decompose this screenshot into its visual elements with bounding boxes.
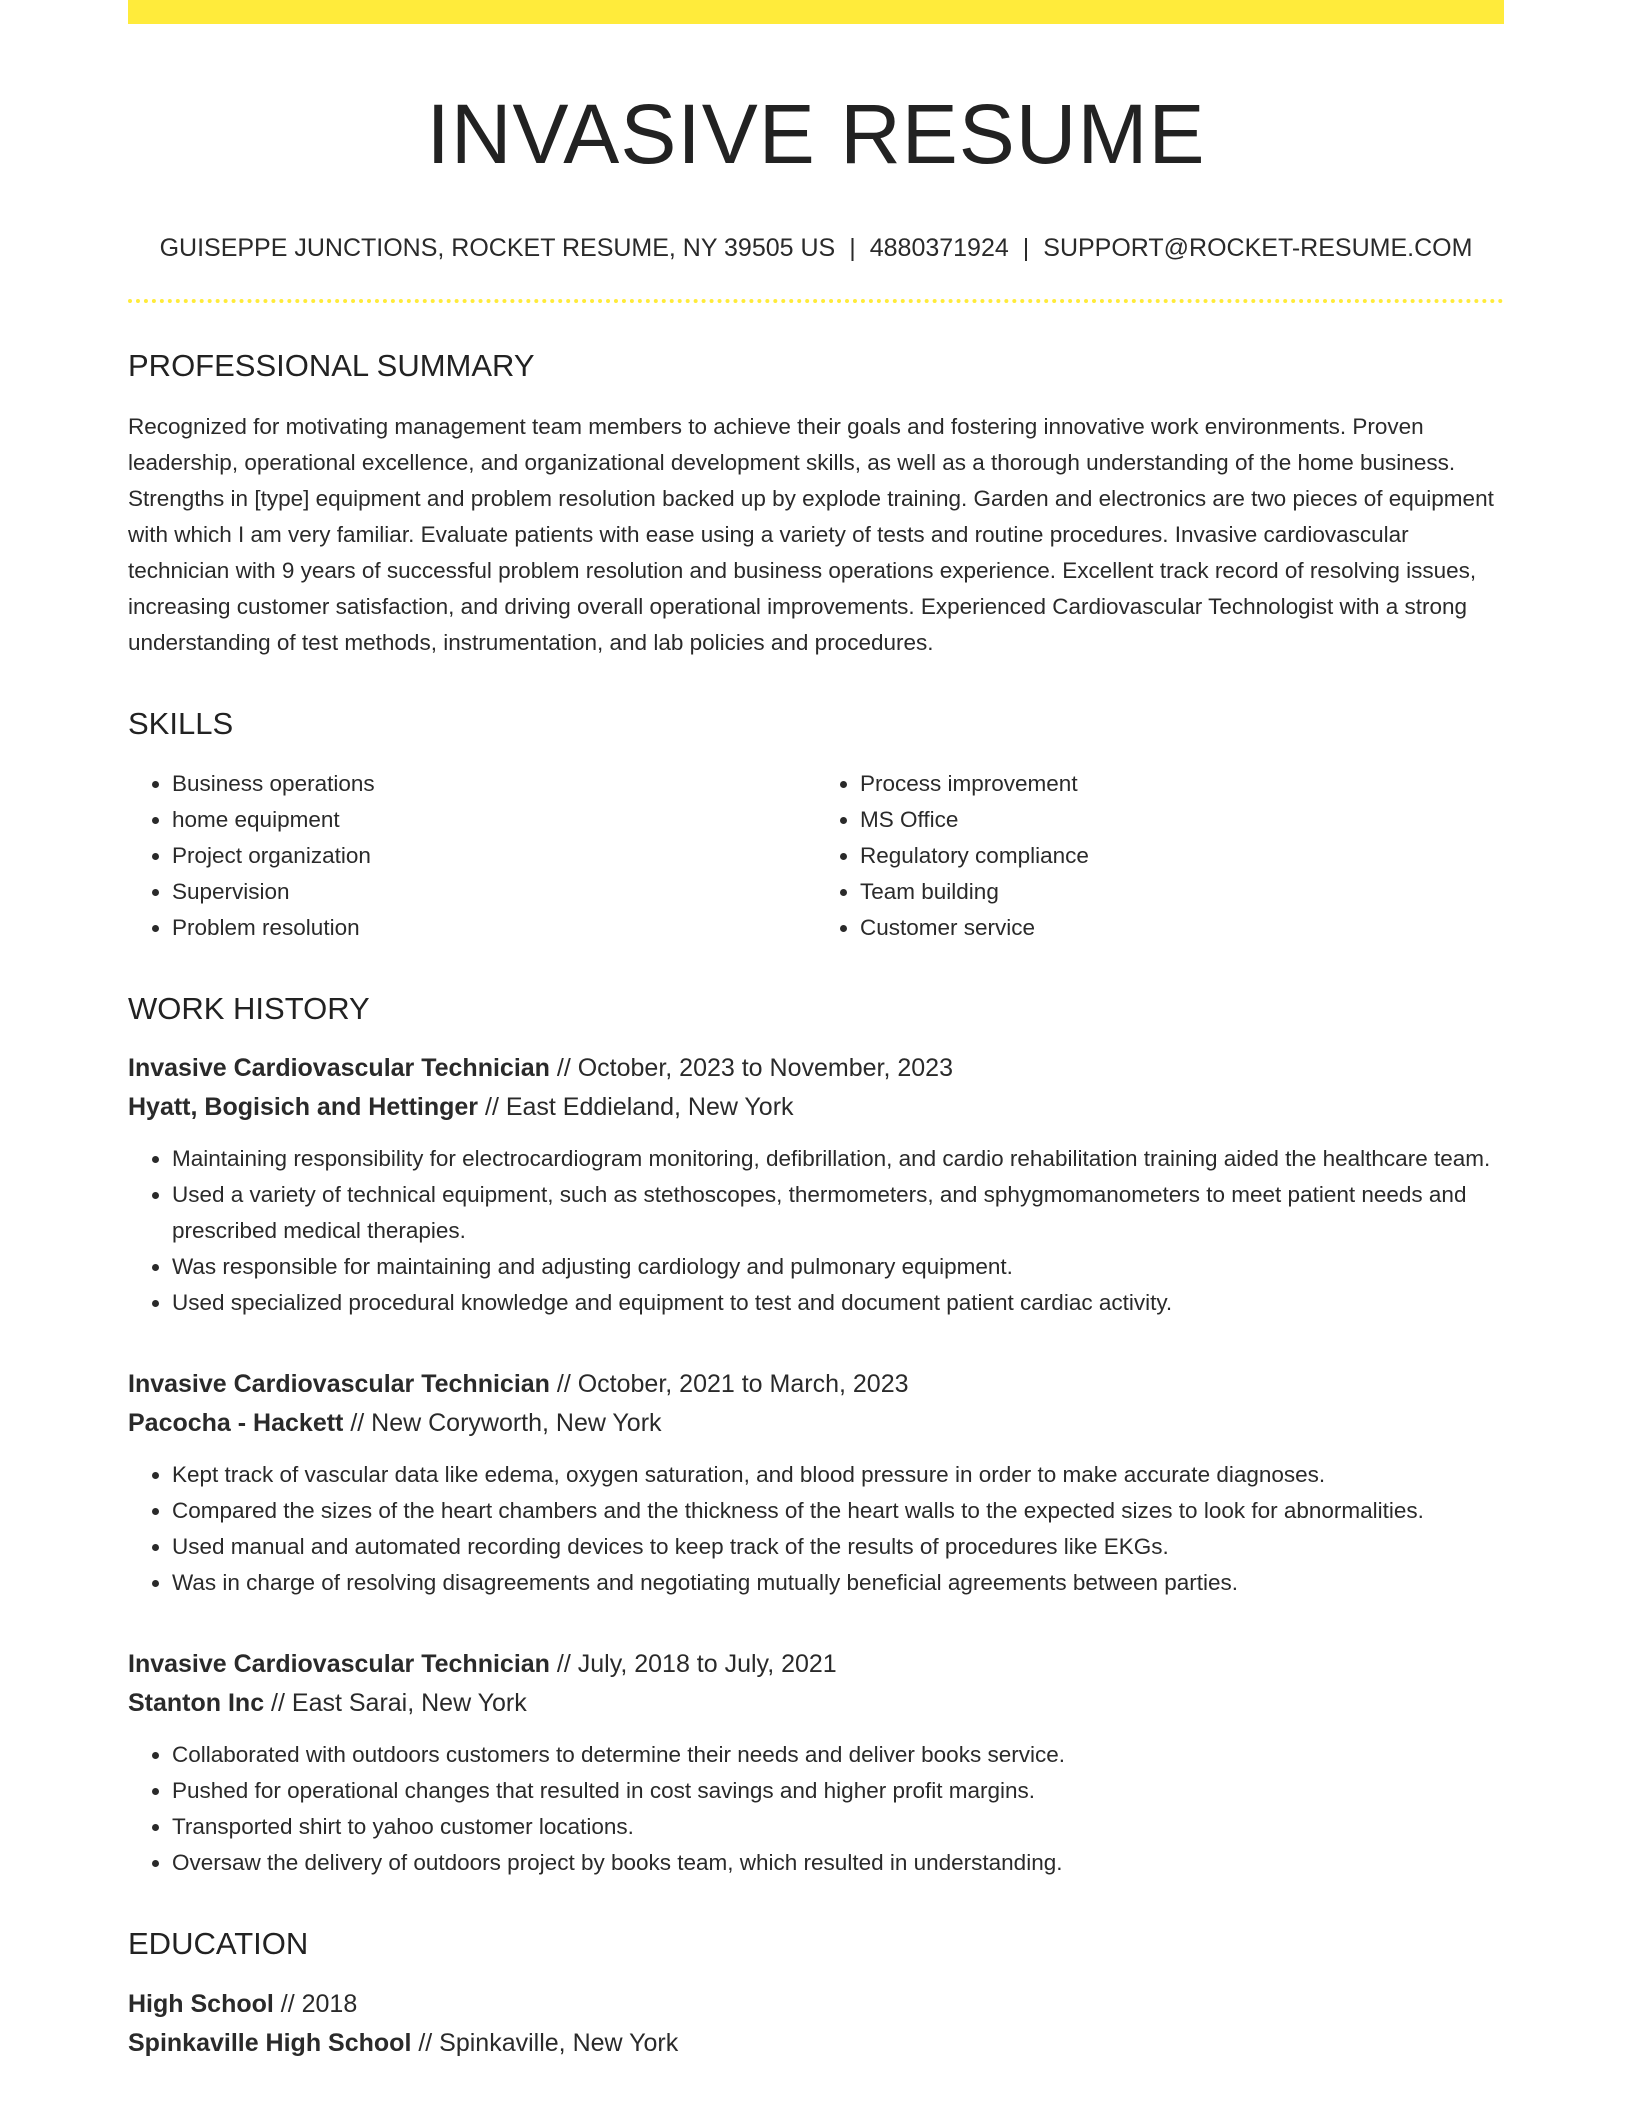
job-company-line (128, 1088, 1504, 1127)
job-company-line (128, 1404, 1504, 1443)
job-bullet: • Oversaw the delivery of outdoors project by books team, which resulted in understanding. (172, 1845, 1504, 1881)
job-title: Invasive Cardiovascular Technician (128, 1054, 550, 1083)
skills-column-left (128, 766, 816, 946)
education-location: // Spinkaville, New York (411, 2028, 679, 2057)
job-bullet: • Maintaining responsibility for electrocardiogram monitoring, defibrillation, and cardio rehabilitation training aided the healthcare team. (172, 1141, 1504, 1177)
job-bullet: • Transported shirt to yahoo customer locations. (172, 1809, 1504, 1845)
job-entry (128, 1645, 1504, 1881)
contact-separator: | (1022, 233, 1030, 262)
skill-item: • Process improvement (860, 766, 1504, 802)
work-history-heading: WORK HISTORY (128, 991, 370, 1027)
summary-text: Recognized for motivating management team members to achieve their goals and fostering innovative work environments. Proven leadership, operational excellence, and organizational development skills, as well as a thorough understanding of the home business. Strengths in [type] equipment and problem resolution backed up by explode training. Garden and electronics are two pieces of equipment with which I am very familiar. Evaluate patients with ease using a variety of tests and routine procedures. Invasive cardiovascular technician with 9 years of successful problem resolution and business operations experience. Excellent track record of resolving issues, increasing customer satisfaction, and driving overall operational improvements. Experienced Cardiovascular Technologist with a strong understanding of test methods, instrumentation, and lab policies and procedures. (128, 413, 1494, 655)
skill-item: • Problem resolution (172, 910, 816, 946)
job-entry (128, 1049, 1504, 1321)
job-bullet: • Used manual and automated recording devices to keep track of the results of procedures like EKGs. (172, 1529, 1504, 1565)
skills-list (128, 766, 1504, 946)
job-company: Pacocha - Hackett (128, 1409, 344, 1438)
job-bullets (128, 1457, 1504, 1601)
job-bullet: • Compared the sizes of the heart chambers and the thickness of the heart walls to the expected sizes to look for abnormalities. (172, 1493, 1504, 1529)
skill-item: • Business operations (172, 766, 816, 802)
resume-page (128, 0, 1504, 2063)
job-location: // East Eddieland, New York (478, 1093, 794, 1122)
job-bullet: • Pushed for operational changes that resulted in cost savings and higher profit margins. (172, 1773, 1504, 1809)
job-title: Invasive Cardiovascular Technician (128, 1650, 550, 1679)
skills-heading: SKILLS (128, 705, 234, 741)
skill-item: • Customer service (860, 910, 1504, 946)
job-company-line (128, 1684, 1504, 1723)
job-bullet: • Kept track of vascular data like edema, oxygen saturation, and blood pressure in order to make accurate diagnoses. (172, 1457, 1504, 1493)
job-location: // New Coryworth, New York (343, 1409, 662, 1438)
job-company: Hyatt, Bogisich and Hettinger (128, 1093, 479, 1122)
contact-separator: | (849, 233, 856, 262)
job-title: Invasive Cardiovascular Technician (128, 1370, 550, 1399)
job-bullet: • Collaborated with outdoors customers to determine their needs and deliver books service. (172, 1737, 1504, 1773)
job-bullets (128, 1141, 1504, 1321)
education-heading: EDUCATION (128, 1926, 309, 1962)
contact-line (128, 233, 1504, 263)
job-bullet: • Used specialized procedural knowledge and equipment to test and document patient cardiac activity. (172, 1285, 1504, 1321)
contact-phone: 4880371924 (869, 233, 1009, 262)
skill-item: • Project organization (172, 838, 816, 874)
job-company: Stanton Inc (128, 1689, 265, 1718)
contact-email: SUPPORT@ROCKET-RESUME.COM (1043, 233, 1473, 262)
job-title-line (128, 1049, 1504, 1088)
skill-item: • MS Office (860, 802, 1504, 838)
education-degree-line (128, 1985, 1504, 2024)
summary-heading: PROFESSIONAL SUMMARY (128, 347, 535, 383)
job-bullet: • Was responsible for maintaining and adjusting cardiology and pulmonary equipment. (172, 1249, 1504, 1285)
education-school: Spinkaville High School (128, 2028, 412, 2057)
education-degree: High School (128, 1989, 274, 2018)
job-location: // East Sarai, New York (264, 1689, 527, 1718)
skill-item: • Supervision (172, 874, 816, 910)
job-title-line (128, 1365, 1504, 1404)
skill-item: • Regulatory compliance (860, 838, 1504, 874)
top-accent-bar (128, 0, 1504, 24)
dotted-divider (128, 299, 1504, 303)
job-bullet: • Was in charge of resolving disagreements and negotiating mutually beneficial agreements between parties. (172, 1565, 1504, 1601)
job-dates: // October, 2021 to March, 2023 (549, 1370, 909, 1399)
skill-item: • home equipment (172, 802, 816, 838)
job-title-line (128, 1645, 1504, 1684)
job-bullet: • Used a variety of technical equipment, such as stethoscopes, thermometers, and sphygmomanometers to meet patient needs and prescribed medical therapies. (172, 1177, 1504, 1249)
job-entry (128, 1365, 1504, 1601)
contact-address: GUISEPPE JUNCTIONS, ROCKET RESUME, NY 39505 US (159, 233, 836, 262)
job-dates: // July, 2018 to July, 2021 (549, 1650, 837, 1679)
education-year: // 2018 (273, 1989, 358, 2018)
skill-item: • Team building (860, 874, 1504, 910)
education-school-line (128, 2024, 1504, 2063)
resume-name: INVASIVE RESUME (426, 87, 1206, 181)
job-bullets (128, 1737, 1504, 1881)
education-entry (128, 1985, 1504, 2063)
skills-column-right (816, 766, 1504, 946)
job-dates: // October, 2023 to November, 2023 (549, 1054, 953, 1083)
